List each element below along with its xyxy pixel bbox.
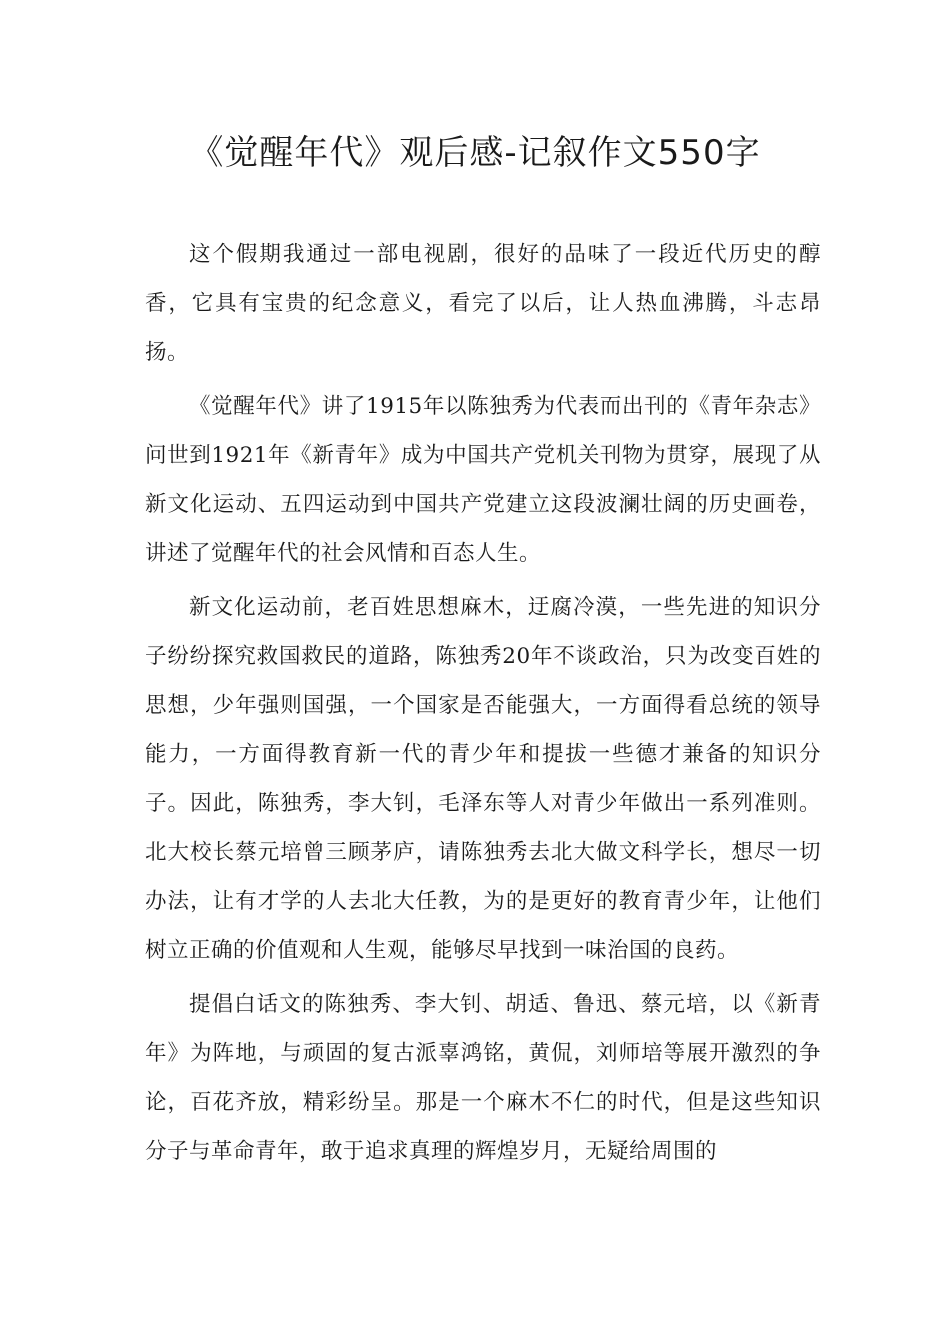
document-body <box>145 230 821 1181</box>
paragraph-2: 《觉醒年代》讲了1915年以陈独秀为代表而出刊的《青年杂志》问世到1921年《新青年》成为中国共产党机关刊物为贯穿，展现了从新文化运动、五四运动到中国共产党建立这段波澜壮阔的历史画卷，讲述了觉醒年代的社会风情和百态人生。 <box>145 394 821 566</box>
paragraph-4: 提倡白话文的陈独秀、李大钊、胡适、鲁迅、蔡元培，以《新青年》为阵地，与顽固的复古派辜鸿铭，黄侃，刘师培等展开激烈的争论，百花齐放，精彩纷呈。那是一个麻木不仁的时代，但是这些知识分子与革命青年，敢于追求真理的辉煌岁月，无疑给周围的 <box>145 992 821 1164</box>
paragraph-1: 这个假期我通过一部电视剧，很好的品味了一段近代历史的醇香，它具有宝贵的纪念意义，看完了以后，让人热血沸腾，斗志昂扬。 <box>145 242 821 365</box>
paragraph-3: 新文化运动前，老百姓思想麻木，迂腐冷漠，一些先进的知识分子纷纷探究救国救民的道路，陈独秀20年不谈政治，只为改变百姓的思想，少年强则国强，一个国家是否能强大，一方面得看总统的领导能力，一方面得教育新一代的青少年和提拔一些德才兼备的知识分子。因此，陈独秀，李大钊，毛泽东等人对青少年做出一系列准则。北大校长蔡元培曾三顾茅庐，请陈独秀去北大做文科学长，想尽一切办法，让有才学的人去北大任教，为的是更好的教育青少年，让他们树立正确的价值观和人生观，能够尽早找到一味治国的良药。 <box>145 595 821 963</box>
document-title: 《觉醒年代》观后感-记叙作文550字 <box>189 133 761 173</box>
